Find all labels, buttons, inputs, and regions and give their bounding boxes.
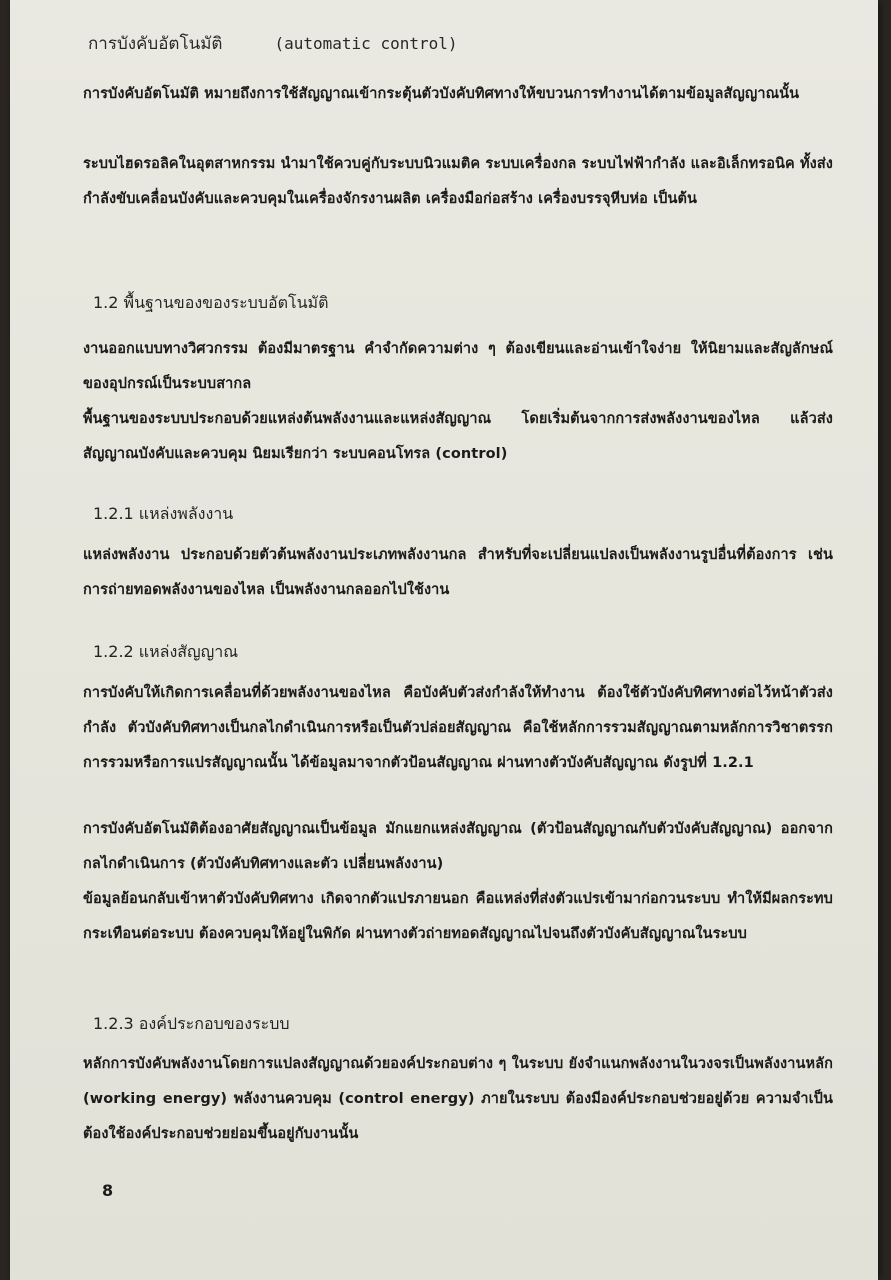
- section-1-2-2-paragraph-1: การบังคับให้เกิดการเคลื่อนที่ด้วยพลังงานของไหล คือบังคับตัวส่งกำลังให้ทำงาน ต้องใช้ตัวบังคับทิศทางต่อไว้หน้าตัวส่งกำลัง ตัวบังคับทิศทางเป็นกลไกดำเนินการหรือเป็นตัวปล่อยสัญญาณ คือใช้หลักการรวมสัญญาณตามหลักการวิชาตรรก การรวมหรือการแปรสัญญาณนั้น ได้ข้อมูลมาจากตัวป้อนสัญญาณ ผ่านทางตัวบังคับสัญญาณ ดังรูปที่ 1.2.1: [83, 685, 833, 771]
- section-heading-1-2: 1.2 พื้นฐานของของระบบอัตโนมัติ: [93, 293, 329, 312]
- intro-paragraph-1: การบังคับอัตโนมัติ หมายถึงการใช้สัญญาณเข้ากระตุ้นตัวบังคับทิศทางให้ขบวนการทำงานได้ตามข้อมูลสัญญาณนั้น: [83, 86, 800, 102]
- section-heading-1-2-1: 1.2.1 แหล่งพลังงาน: [93, 504, 234, 523]
- section-heading-1-2-3: 1.2.3 องค์ประกอบของระบบ: [93, 1014, 290, 1033]
- section-1-2-2-paragraph-3: ข้อมูลย้อนกลับเข้าหาตัวบังคับทิศทาง เกิดจากตัวแปรภายนอก คือแหล่งที่ส่งตัวแปรเข้ามาก่อกวนระบบ ทำให้มีผลกระทบกระเทือนต่อระบบ ต้องควบคุมให้อยู่ในพิกัด ผ่านทางตัวถ่ายทอดสัญญาณไปจนถึงตัวบังคับสัญญาณในระบบ: [83, 891, 833, 942]
- section-1-2-paragraph-2: พื้นฐานของระบบประกอบด้วยแหล่งต้นพลังงานและแหล่งสัญญาณ โดยเริ่มต้นจากการส่งพลังงานของไหล แล้วส่งสัญญาณบังคับและควบคุม นิยมเรียกว่า ระบบคอนโทรล (control): [83, 411, 833, 462]
- page-number: 8: [102, 1181, 114, 1200]
- page-header: [88, 30, 458, 57]
- header-title-thai: การบังคับอัตโนมัติ: [88, 34, 223, 54]
- section-1-2-2-paragraph-2: การบังคับอัตโนมัติต้องอาศัยสัญญาณเป็นข้อมูล มักแยกแหล่งสัญญาณ (ตัวป้อนสัญญาณกับตัวบังคับสัญญาณ) ออกจากกลไกดำเนินการ (ตัวบังคับทิศทางและตัว เปลี่ยนพลังงาน): [83, 821, 833, 872]
- intro-paragraph-2: ระบบไฮดรอลิคในอุตสาหกรรม นำมาใช้ควบคู่กับระบบนิวแมติค ระบบเครื่องกล ระบบไฟฟ้ากำลัง และอิเล็กทรอนิค ทั้งส่งกำลังขับเคลื่อนบังคับและควบคุมในเครื่องจักรงานผลิต เครื่องมือก่อสร้าง เครื่องบรรจุหีบห่อ เป็นต้น: [83, 156, 833, 207]
- section-1-2-3-paragraph: หลักการบังคับพลังงานโดยการแปลงสัญญาณด้วยองค์ประกอบต่าง ๆ ในระบบ ยังจำแนกพลังงานในวงจรเป็นพลังงานหลัก (working energy) พลังงานควบคุม (control energy) ภายในระบบ ต้องมีองค์ประกอบช่วยอยู่ด้วย ความจำเป็นต้องใช้องค์ประกอบช่วยย่อมขึ้นอยู่กับงานนั้น: [83, 1056, 833, 1142]
- section-heading-1-2-2: 1.2.2 แหล่งสัญญาณ: [93, 642, 239, 661]
- section-1-2-1-paragraph: แหล่งพลังงาน ประกอบด้วยตัวต้นพลังงานประเภทพลังงานกล สำหรับที่จะเปลี่ยนแปลงเป็นพลังงานรูปอื่นที่ต้องการ เช่นการถ่ายทอดพลังงานของไหล เป็นพลังงานกลออกไปใช้งาน: [83, 547, 833, 598]
- header-title-english: (automatic control): [274, 34, 458, 53]
- section-1-2-paragraph-1: งานออกแบบทางวิศวกรรม ต้องมีมาตรฐาน คำจำกัดความต่าง ๆ ต้องเขียนและอ่านเข้าใจง่าย ให้นิยามและสัญลักษณ์ของอุปกรณ์เป็นระบบสากล: [83, 341, 833, 392]
